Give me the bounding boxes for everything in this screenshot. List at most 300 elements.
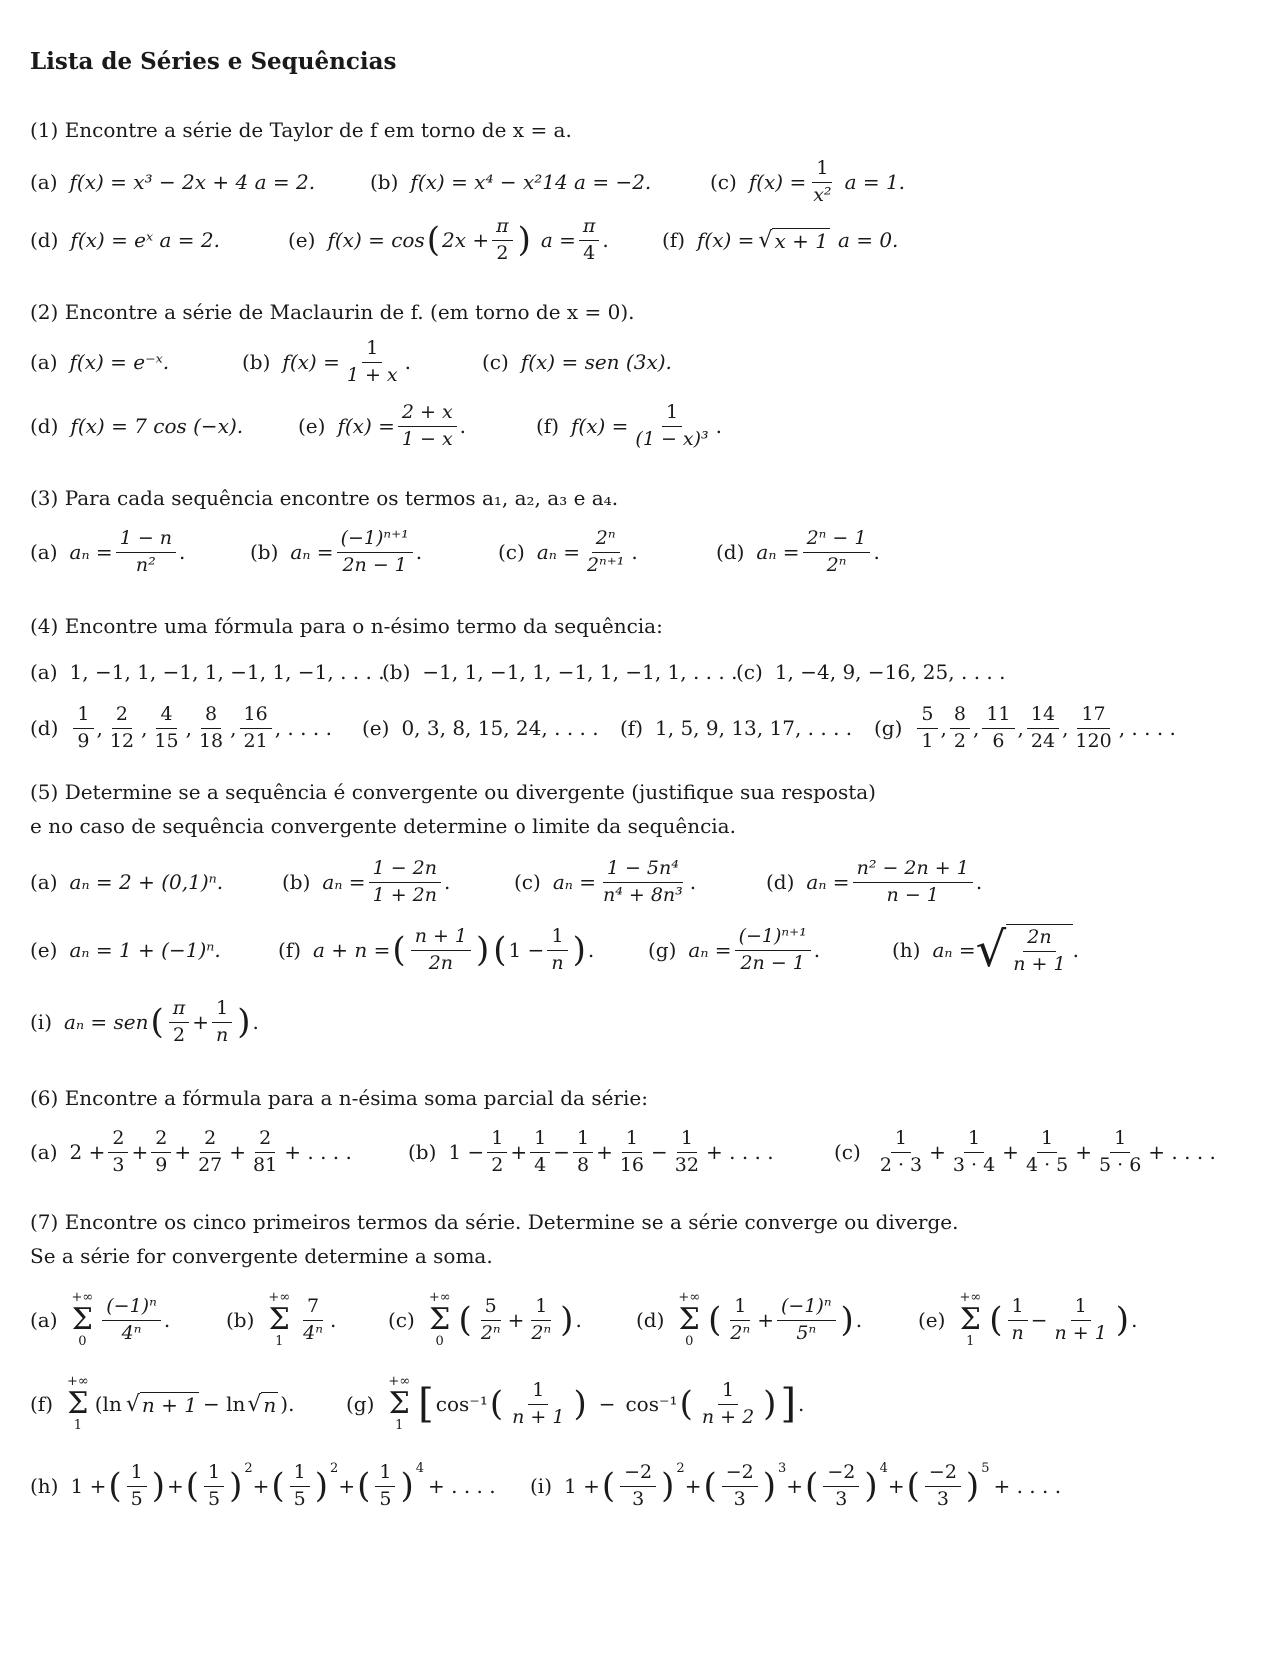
denominator: 8 xyxy=(576,1153,590,1176)
math-text: f(x) = cos xyxy=(327,228,425,252)
fraction xyxy=(1009,927,1069,976)
numerator: −2 xyxy=(722,1462,758,1487)
item-label: (e) xyxy=(288,228,316,252)
fraction xyxy=(369,858,441,907)
numerator: 1 xyxy=(487,1128,507,1153)
question-3-heading: (3) Para cada sequência encontre os termos a₁, a₂, a₃ e a₄. xyxy=(30,486,619,510)
q7-item-f xyxy=(30,1373,295,1433)
q5-item-f xyxy=(278,924,595,974)
q5-item-e xyxy=(30,930,221,970)
fraction xyxy=(508,1380,568,1429)
fraction xyxy=(487,1128,507,1177)
fraction xyxy=(1095,1128,1145,1177)
math-text: + xyxy=(174,1140,192,1164)
q4-item-d: (d) $\frac{1}{9}$ , $\frac{2}{12}$ , $\frac{4}{15}$ , $\frac{8}{18}$ , $\frac{16}{21}$ , . . . . xyxy=(30,702,332,752)
q5-item-d xyxy=(766,856,983,906)
item-label: (g) xyxy=(874,716,903,740)
bracket: ( xyxy=(489,1384,504,1424)
math-text: n + 1 xyxy=(141,1392,197,1417)
denominator: 2 xyxy=(496,241,509,264)
summation xyxy=(959,1291,981,1350)
math-text: f(x) = eˣ a = 2. xyxy=(70,228,220,252)
fraction xyxy=(853,858,973,907)
math-text: + . . . . xyxy=(1148,1140,1216,1164)
question-1-heading: (1) Encontre a série de Taylor de f em torno de x = a. xyxy=(30,118,572,142)
item-label: (d) xyxy=(636,1308,665,1332)
q2-item-f xyxy=(536,400,723,450)
math-text: . xyxy=(715,414,723,438)
math-text: aₙ = xyxy=(552,870,596,894)
math-text: Σ xyxy=(959,1302,981,1337)
fraction xyxy=(150,704,182,753)
bracket: ( xyxy=(357,1466,371,1506)
numerator: 2 xyxy=(200,1128,220,1153)
fraction xyxy=(116,528,176,577)
bracket: ) xyxy=(314,1466,329,1506)
math-text: +∞ xyxy=(388,1373,411,1389)
denominator: 2ⁿ xyxy=(480,1321,501,1344)
q4-item-a xyxy=(30,652,385,692)
summation xyxy=(67,1375,89,1434)
numerator: 1 xyxy=(73,704,93,729)
math-text: − xyxy=(651,1140,668,1164)
question-1-row-2 xyxy=(30,214,1260,264)
denominator: n + 1 xyxy=(512,1405,565,1428)
page-title: Lista de Séries e Sequências xyxy=(30,48,397,75)
math-text: a = 0. xyxy=(837,228,899,252)
math-text: . xyxy=(798,1392,805,1416)
denominator: 15 xyxy=(154,729,179,752)
fraction xyxy=(106,704,138,753)
numerator: 2 + x xyxy=(398,402,457,427)
fraction xyxy=(249,1128,281,1177)
question-4-heading: (4) Encontre uma fórmula para o n-ésimo termo da sequência: xyxy=(30,614,663,638)
math-text: + xyxy=(1075,1140,1092,1164)
denominator: n xyxy=(1011,1321,1024,1344)
math-text: + xyxy=(338,1474,356,1498)
math-text: − ln xyxy=(202,1392,246,1416)
denominator: 24 xyxy=(1030,729,1056,752)
q5-item-g xyxy=(648,924,821,974)
item-label: (h) xyxy=(892,938,921,962)
fraction xyxy=(102,1296,161,1345)
math-text: 1, −4, 9, −16, 25, . . . . xyxy=(774,660,1006,684)
math-text: . xyxy=(444,870,451,894)
denominator: 5 xyxy=(379,1487,392,1510)
numerator: 1 xyxy=(530,1128,550,1153)
denominator: 3 xyxy=(936,1487,949,1510)
fraction xyxy=(108,1128,128,1177)
math-text: + xyxy=(229,1140,247,1164)
denominator: 2 xyxy=(172,1023,186,1046)
item-label: (i) xyxy=(30,1010,53,1034)
bracket: ) xyxy=(1115,1300,1130,1340)
denominator: n + 1 xyxy=(1013,953,1066,975)
question-2-heading: (2) Encontre a série de Maclaurin de f. (em torno de x = 0). xyxy=(30,300,635,324)
fraction xyxy=(823,1462,859,1511)
math-text: + . . . . xyxy=(705,1140,774,1164)
item-label: (c) xyxy=(498,540,525,564)
q7-item-e xyxy=(918,1289,1138,1349)
bracket: ( xyxy=(426,220,440,260)
math-text: + xyxy=(507,1308,525,1332)
numerator: 2 xyxy=(151,1128,171,1153)
math-text: −1, 1, −1, 1, −1, 1, −1, 1, . . . . xyxy=(422,660,738,684)
fraction xyxy=(620,1462,656,1511)
denominator: 3 xyxy=(835,1487,848,1510)
item-label: (c) xyxy=(710,170,737,194)
math-text: + . . . . xyxy=(427,1474,496,1498)
bracket: ( xyxy=(703,1466,717,1506)
math-text: + xyxy=(596,1140,613,1164)
math-text: + xyxy=(887,1474,905,1498)
bracket: ] xyxy=(780,1381,797,1427)
math-text: . xyxy=(163,1308,171,1332)
fraction xyxy=(671,1128,703,1177)
math-text: aₙ = xyxy=(322,870,366,894)
denominator: 5 xyxy=(208,1487,221,1510)
bracket: ( xyxy=(906,1466,920,1506)
math-text: 1 − xyxy=(508,938,545,962)
item-label: (e) xyxy=(918,1308,946,1332)
math-text: Σ xyxy=(678,1302,700,1337)
item-label: (c) xyxy=(514,870,541,894)
fraction xyxy=(299,1296,327,1345)
numerator: π xyxy=(492,216,513,241)
math-text: 1 − xyxy=(448,1140,485,1164)
numerator: 1 xyxy=(528,1380,548,1405)
fraction xyxy=(169,998,190,1047)
q5-item-i xyxy=(30,996,259,1046)
q7-item-h xyxy=(30,1460,496,1510)
math-text: aₙ = xyxy=(69,540,113,564)
denominator: n xyxy=(551,951,564,974)
fraction xyxy=(240,704,272,753)
fraction xyxy=(1050,1296,1110,1345)
denominator: 1 − x xyxy=(401,427,453,450)
bracket: ) xyxy=(517,220,531,260)
denominator: n xyxy=(216,1023,229,1046)
denominator: 32 xyxy=(674,1153,699,1176)
numerator: 5 xyxy=(917,704,937,729)
math-text: √ xyxy=(125,1391,140,1417)
numerator: 2 xyxy=(112,704,132,729)
fraction xyxy=(949,1128,999,1177)
question-2-row-1 xyxy=(30,336,1260,386)
question-6-row-1 xyxy=(30,1126,1260,1176)
denominator: 4ⁿ xyxy=(121,1321,142,1344)
math-text: . xyxy=(1131,1308,1138,1332)
numerator: 1 xyxy=(1071,1296,1091,1321)
denominator: n⁴ + 8n³ xyxy=(602,883,683,906)
bracket: ( xyxy=(271,1466,285,1506)
numerator: 1 xyxy=(573,1128,593,1153)
q2-item-e xyxy=(298,400,467,450)
math-text: 1 xyxy=(395,1418,404,1433)
bracket: ( xyxy=(989,1300,1003,1340)
denominator: 3 xyxy=(112,1153,125,1176)
math-text: . xyxy=(587,938,595,962)
denominator: 5 xyxy=(293,1487,306,1510)
math-text: +∞ xyxy=(678,1289,701,1305)
numerator: 2ⁿ xyxy=(592,528,620,553)
item-label: (e) xyxy=(30,938,58,962)
math-text: f(x) = 7 cos (−x). xyxy=(70,414,244,438)
item-label: (a) xyxy=(30,660,58,684)
math-text: − xyxy=(1030,1308,1048,1332)
math-text: ). xyxy=(280,1392,295,1416)
denominator: 6 xyxy=(992,729,1005,752)
fraction xyxy=(398,402,457,451)
q2-item-c xyxy=(482,342,672,382)
math-text: . xyxy=(855,1308,863,1332)
question-7-row-1 xyxy=(30,1289,1260,1349)
item-label: (c) xyxy=(736,660,763,684)
math-text: aₙ = xyxy=(688,938,732,962)
math-text: 1 + xyxy=(564,1474,600,1498)
math-text: 0 xyxy=(435,1334,444,1349)
numerator: n² − 2n + 1 xyxy=(853,858,973,883)
bracket: [ xyxy=(418,1381,434,1427)
math-text: √ xyxy=(247,1391,262,1417)
exponent: 5 xyxy=(981,1460,990,1476)
numerator: 1 xyxy=(718,1380,738,1405)
summation xyxy=(429,1291,451,1350)
numerator: 1 xyxy=(531,1296,551,1321)
denominator: 2n xyxy=(428,951,454,974)
q4-item-f xyxy=(620,708,852,748)
numerator: 1 xyxy=(730,1296,750,1321)
denominator: 5 · 6 xyxy=(1099,1153,1142,1176)
item-label: (a) xyxy=(30,870,58,894)
numerator: π xyxy=(169,998,190,1023)
q1-item-c xyxy=(710,156,906,206)
q7-item-b xyxy=(226,1289,337,1349)
math-text: n xyxy=(263,1392,277,1417)
q3-item-b xyxy=(250,526,423,576)
bracket: ) xyxy=(840,1300,854,1340)
math-text: 1 xyxy=(275,1334,284,1349)
exponent: 4 xyxy=(415,1460,424,1476)
denominator: 9 xyxy=(77,729,90,752)
math-text: √ xyxy=(758,227,773,253)
item-label: (a) xyxy=(30,350,58,374)
bracket: ) xyxy=(229,1466,243,1506)
numerator: 1 xyxy=(290,1462,310,1487)
denominator: 2ⁿ⁺¹ xyxy=(586,553,625,576)
denominator: 1 + 2n xyxy=(372,883,437,906)
fraction xyxy=(735,926,811,975)
q7-item-c xyxy=(388,1289,582,1349)
bracket: ) xyxy=(762,1466,776,1506)
math-text: f(x) = xyxy=(748,170,807,194)
question-5-row-1 xyxy=(30,856,1260,906)
q1-item-d xyxy=(30,220,220,260)
math-text: . xyxy=(179,540,186,564)
question-4-row-2 xyxy=(30,702,1260,752)
bracket: ) xyxy=(572,930,586,970)
fraction xyxy=(777,1296,836,1345)
bracket: ( xyxy=(108,1466,122,1506)
square-root xyxy=(126,1392,199,1417)
fraction xyxy=(477,1296,505,1345)
item-label: (f) xyxy=(620,716,644,740)
math-text: 1 xyxy=(966,1334,975,1349)
fraction xyxy=(631,402,712,451)
math-text: + xyxy=(166,1474,184,1498)
numerator: 1 xyxy=(622,1128,642,1153)
math-text: 2x + xyxy=(441,228,490,252)
math-text: +∞ xyxy=(959,1289,982,1305)
fraction xyxy=(195,704,227,753)
numerator: 4 xyxy=(156,704,176,729)
denominator: 27 xyxy=(198,1153,223,1176)
q7-item-a xyxy=(30,1289,171,1349)
math-text: aₙ = xyxy=(756,540,800,564)
fraction xyxy=(290,1462,310,1511)
fraction xyxy=(950,704,970,753)
numerator: 1 xyxy=(204,1462,224,1487)
numerator: 1 xyxy=(812,158,832,183)
math-text: + xyxy=(757,1308,774,1332)
item-label: (i) xyxy=(530,1474,553,1498)
denominator: 18 xyxy=(198,729,224,752)
numerator: 1 − n xyxy=(116,528,176,553)
math-text: aₙ = sen xyxy=(64,1010,149,1034)
question-7-row-3 xyxy=(30,1460,1260,1510)
math-text: . xyxy=(631,540,638,564)
numerator: 1 xyxy=(662,402,682,427)
numerator: 1 xyxy=(375,1462,395,1487)
math-text: cos⁻¹ xyxy=(625,1392,678,1416)
item-label: (b) xyxy=(250,540,279,564)
q2-item-b xyxy=(242,336,411,386)
item-label: (b) xyxy=(370,170,399,194)
numerator: (−1)ⁿ xyxy=(102,1296,161,1321)
denominator: 4ⁿ xyxy=(303,1321,323,1344)
bracket: ) xyxy=(237,1002,251,1042)
numerator: 1 xyxy=(212,998,232,1023)
item-label: (d) xyxy=(30,228,59,252)
denominator: 2n − 1 xyxy=(740,951,805,974)
math-text: . xyxy=(415,540,423,564)
fraction xyxy=(127,1462,147,1511)
math-text: cos⁻¹ xyxy=(435,1392,488,1416)
bracket: ) xyxy=(864,1466,878,1506)
item-label: (c) xyxy=(388,1308,415,1332)
summation xyxy=(678,1291,700,1350)
item-label: (b) xyxy=(382,660,411,684)
question-4-row-1 xyxy=(30,652,1260,692)
math-text: . xyxy=(575,1308,582,1332)
q4-item-g: (g) $\frac{5}{1}$ , $\frac{8}{2}$ , $\frac{11}{6}$ , $\frac{14}{24}$ , $\frac{17}{120}$ , . . . . xyxy=(874,702,1176,752)
math-text xyxy=(1006,924,1072,976)
fraction xyxy=(803,528,871,577)
fraction xyxy=(982,704,1014,753)
math-text: a + n = xyxy=(313,938,391,962)
fraction xyxy=(579,216,600,265)
numerator: 1 − 2n xyxy=(369,858,441,883)
math-text: 1 + xyxy=(70,1474,107,1498)
numerator: 2ⁿ − 1 xyxy=(803,528,871,553)
math-text: Σ xyxy=(67,1386,89,1421)
math-text: , . . . . xyxy=(274,716,332,740)
denominator: n − 1 xyxy=(886,883,939,906)
fraction xyxy=(204,1462,224,1511)
numerator: 1 xyxy=(127,1462,147,1487)
fraction xyxy=(343,338,402,387)
numerator: (−1)ⁿ xyxy=(777,1296,836,1321)
exponent: 2 xyxy=(244,1460,253,1476)
numerator: 2 xyxy=(108,1128,128,1153)
math-text: 2 + xyxy=(69,1140,106,1164)
item-label: (b) xyxy=(242,350,271,374)
math-text: aₙ = 2 + (0,1)ⁿ. xyxy=(69,870,224,894)
bracket: ( xyxy=(458,1300,472,1340)
fraction xyxy=(917,704,937,753)
question-7-row-2 xyxy=(30,1373,1260,1433)
q3-item-c xyxy=(498,526,638,576)
denominator: 2n − 1 xyxy=(342,553,407,576)
denominator: 2 xyxy=(491,1153,504,1176)
math-text: a = 1. xyxy=(844,170,906,194)
exponent: 4 xyxy=(879,1460,888,1476)
math-text: . xyxy=(873,540,880,564)
math-text: Σ xyxy=(429,1302,451,1337)
fraction xyxy=(527,1296,555,1345)
numerator: 1 xyxy=(677,1128,697,1153)
question-7-heading-line-1: (7) Encontre os cinco primeiros termos da série. Determine se a série converge ou diverge. xyxy=(30,1210,959,1234)
numerator: 2 xyxy=(255,1128,275,1153)
denominator: 4 xyxy=(534,1153,547,1176)
math-text: − xyxy=(553,1140,570,1164)
math-text: √ xyxy=(975,922,1007,978)
q3-item-d xyxy=(716,526,880,576)
fraction xyxy=(573,1128,593,1177)
denominator: 3 xyxy=(632,1487,645,1510)
denominator: 3 xyxy=(733,1487,746,1510)
item-label: (d) xyxy=(30,414,59,438)
numerator: 1 xyxy=(362,338,382,363)
bracket: ( xyxy=(493,930,507,970)
q6-item-b xyxy=(408,1126,774,1176)
math-text: . xyxy=(329,1308,337,1332)
fraction xyxy=(726,1296,754,1345)
math-text: . xyxy=(813,938,821,962)
bracket: ( xyxy=(805,1466,819,1506)
q2-item-a xyxy=(30,342,169,382)
q4-item-c xyxy=(736,652,1005,692)
denominator: 5 xyxy=(130,1487,143,1510)
numerator: 11 xyxy=(982,704,1014,729)
question-6-heading: (6) Encontre a fórmula para a n-ésima soma parcial da série: xyxy=(30,1086,648,1110)
numerator: 7 xyxy=(303,1296,323,1321)
item-label: (e) xyxy=(362,716,390,740)
bracket: ( xyxy=(150,1002,164,1042)
question-7-heading-line-2: Se a série for convergente determine a soma. xyxy=(30,1244,493,1268)
numerator: 1 − 5n⁴ xyxy=(603,858,683,883)
bracket: ) xyxy=(151,1466,165,1506)
numerator: 8 xyxy=(950,704,970,729)
numerator: 17 xyxy=(1077,704,1109,729)
summation xyxy=(268,1291,290,1350)
q2-item-d xyxy=(30,406,243,446)
denominator: 120 xyxy=(1075,729,1112,752)
fraction xyxy=(375,1462,395,1511)
item-label: (f) xyxy=(536,414,560,438)
bracket: ) xyxy=(661,1466,675,1506)
denominator: 4 · 5 xyxy=(1025,1153,1069,1176)
